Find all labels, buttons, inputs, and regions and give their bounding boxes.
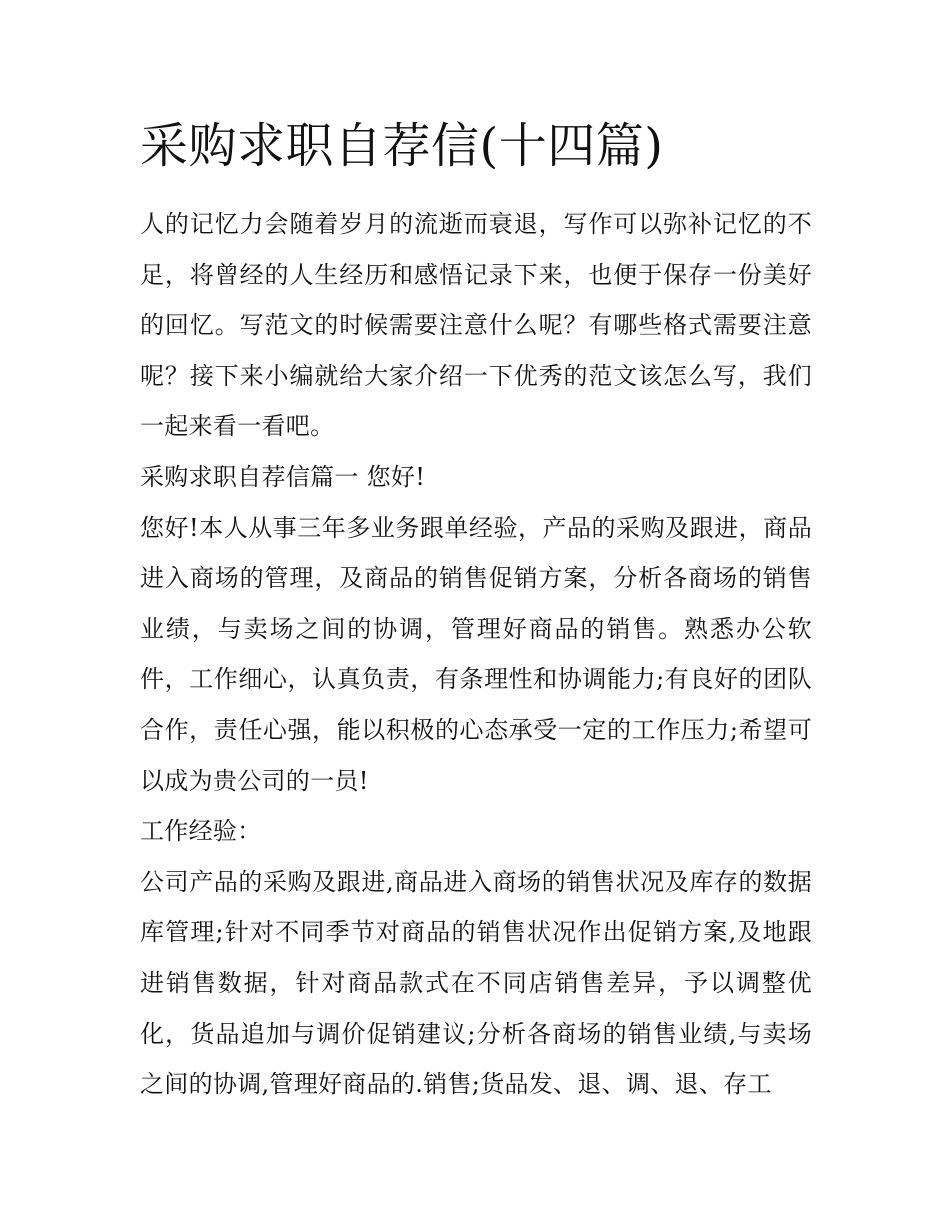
section-heading: 采购求职自荐信篇一 您好! xyxy=(140,462,426,491)
document-body xyxy=(140,199,812,1110)
document-title: 采购求职自荐信(十四篇) xyxy=(140,118,664,174)
work-experience-paragraph: 公司产品的采购及跟进,商品进入商场的销售状况及库存的数据库管理;针对不同季节对商品的销售状况作出促销方案,及地跟进销售数据，针对商品款式在不同店销售差异，予以调整优化，货品追加与调价促销建议;分析各商场的销售业绩,与卖场之间的协调,管理好商品的.销售;货品发、退、调、退、存工 xyxy=(140,867,812,1099)
letter-paragraph: 您好!本人从事三年多业务跟单经验，产品的采购及跟进，商品进入商场的管理，及商品的销售促销方案，分析各商场的销售业绩，与卖场之间的协调，管理好商品的销售。熟悉办公软件，工作细心，认真负责，有条理性和协调能力;有良好的团队合作，责任心强，能以积极的心态承受一定的工作压力;希望可以成为贵公司的一员! xyxy=(140,513,812,795)
intro-paragraph: 人的记忆力会随着岁月的流逝而衰退，写作可以弥补记忆的不足，将曾经的人生经历和感悟记录下来，也便于保存一份美好的回忆。写范文的时候需要注意什么呢？有哪些格式需要注意呢？接下来小编就给大家介绍一下优秀的范文该怎么写，我们一起来看一看吧。 xyxy=(140,210,812,441)
work-experience-heading: 工作经验： xyxy=(140,817,262,846)
